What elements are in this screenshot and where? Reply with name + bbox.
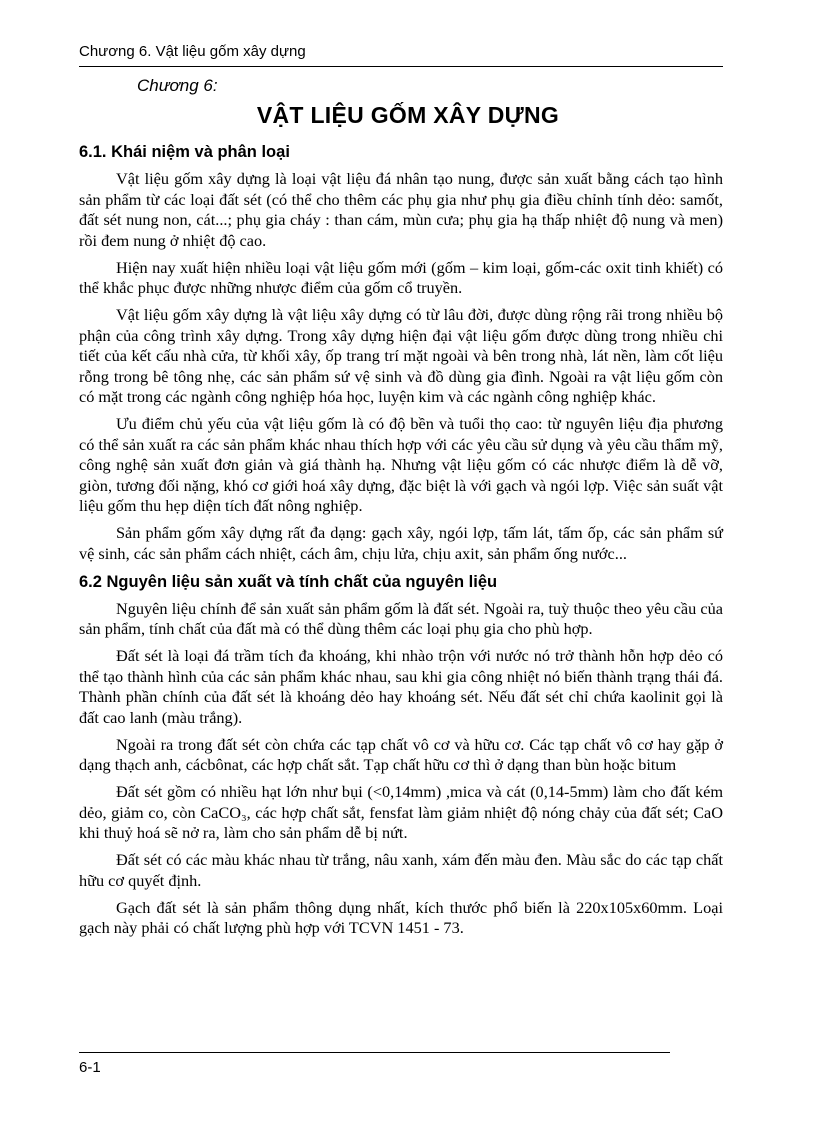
section-6-1 [79, 141, 723, 564]
section-heading: 6.2 Nguyên liệu sản xuất và tính chất của nguyên liệu [79, 572, 498, 591]
running-header: Chương 6. Vật liệu gốm xây dựng [79, 43, 306, 60]
paragraph: Đất sét có các màu khác nhau từ trắng, nâu xanh, xám đến màu đen. Màu sắc do các tạp chất hữu cơ quyết định. [79, 850, 723, 890]
paragraph: Nguyên liệu chính để sản xuất sản phẩm gốm là đất sét. Ngoài ra, tuỳ thuộc theo yêu cầu của sản phẩm, tính chất của đất mà có thể dùng thêm các loại phụ gia cho phù hợp. [79, 598, 723, 638]
paragraph: Gạch đất sét là sản phẩm thông dụng nhất, kích thước phổ biến là 220x105x60mm. Loại gạch này phải có chất lượng phù hợp với TCVN 1451 - 73. [79, 897, 723, 937]
paragraph: Vật liệu gốm xây dựng là vật liệu xây dựng có từ lâu đời, được dùng rộng rãi trong nhiều bộ phận của công trình xây dựng. Trong xây dựng hiện đại vật liệu gốm được dùng trong nhiều chi tiết của kết cấu nhà cửa, từ khối xây, ốp trang trí mặt ngoài và bên trong nhà, lát nền, làm cốt liệu rỗng trong bê tông nhẹ, các sản phẩm sứ vệ sinh và đồ dùng gia đình. Ngoài ra vật liệu gốm còn có mặt trong các ngành công nghiệp hóa học, luyện kim và các ngành công nghiệp khác. [79, 305, 723, 406]
paragraph: Hiện nay xuất hiện nhiều loại vật liệu gốm mới (gốm – kim loại, gốm-các oxit tinh khiết) có thể khắc phục được những nhược điểm của gốm cổ truyền. [79, 257, 723, 297]
footer-divider [79, 1052, 670, 1053]
section-6-2 [79, 571, 723, 939]
page-number: 6-1 [79, 1059, 101, 1076]
paragraph: Đất sét là loại đá trầm tích đa khoáng, khi nhào trộn với nước nó trở thành hỗn hợp dẻo có thể tạo thành hình của các sản phẩm khác nhau, sau khi gia công nhiệt nó biến thành trạng thái đá. Thành phần chính của đất sét là khoáng dẻo hay khoáng sét. Nếu đất sét chỉ chứa kaolinit gọi là đất cao lanh (màu trắng). [79, 646, 723, 727]
paragraph: Ngoài ra trong đất sét còn chứa các tạp chất vô cơ và hữu cơ. Các tạp chất vô cơ hay gặp ở dạng thạch anh, cácbônat, các hợp chất sắt. Tạp chất hữu cơ thì ở dạng than bùn hoặc bitum [79, 734, 723, 774]
paragraph: Đất sét gồm có nhiều hạt lớn như bụi (<0,14mm) ,mica và cát (0,14-5mm) làm cho đất kém dẻo, giảm co, còn CaCO₃, các hợp chất sắt, fensfat làm giảm nhiệt độ nóng chảy của đất sét; CaO khi thuỷ hoá sẽ nở ra, làm cho sản phẩm dễ bị nứt. [79, 782, 723, 842]
section-heading: 6.1. Khái niệm và phân loại [79, 143, 290, 161]
chapter-label: Chương 6: [137, 76, 218, 95]
document-body [79, 141, 723, 945]
chapter-title: VẬT LIỆU GỐM XÂY DỰNG [256, 102, 560, 128]
paragraph: Sản phẩm gốm xây dựng rất đa dạng: gạch xây, ngói lợp, tấm lát, tấm ốp, các sản phẩm sứ vệ sinh, các sản phẩm cách nhiệt, cách âm, chịu lửa, chịu axit, sản phẩm ống nước... [79, 523, 723, 563]
paragraph: Vật liệu gốm xây dựng là loại vật liệu đá nhân tạo nung, được sản xuất bằng cách tạo hình sản phẩm từ các loại đất sét (có thể cho thêm các phụ gia như phụ gia điều chỉnh tính dẻo: samốt, đất sét nung non, cát...; phụ gia cháy : than cám, mùn cưa; phụ gia hạ thấp nhiệt độ nung và men) rồi đem nung ở nhiệt độ cao. [79, 169, 723, 250]
paragraph: Ưu điểm chủ yếu của vật liệu gốm là có độ bền và tuổi thọ cao: từ nguyên liệu địa phương có thể sản xuất ra các sản phẩm khác nhau thích hợp với các yêu cầu sử dụng và yêu cầu thẩm mỹ, công nghệ sản xuất đơn giản và giá thành hạ. Nhưng vật liệu gốm có các nhược điểm là dễ vỡ, giòn, tương đối nặng, khó cơ giới hoá xây dựng, đặc biệt là với gạch và ngói lợp. Việc sản suất vật liệu gốm thu hẹp diện tích đất nông nghiệp. [79, 414, 723, 515]
header-divider [79, 66, 723, 67]
